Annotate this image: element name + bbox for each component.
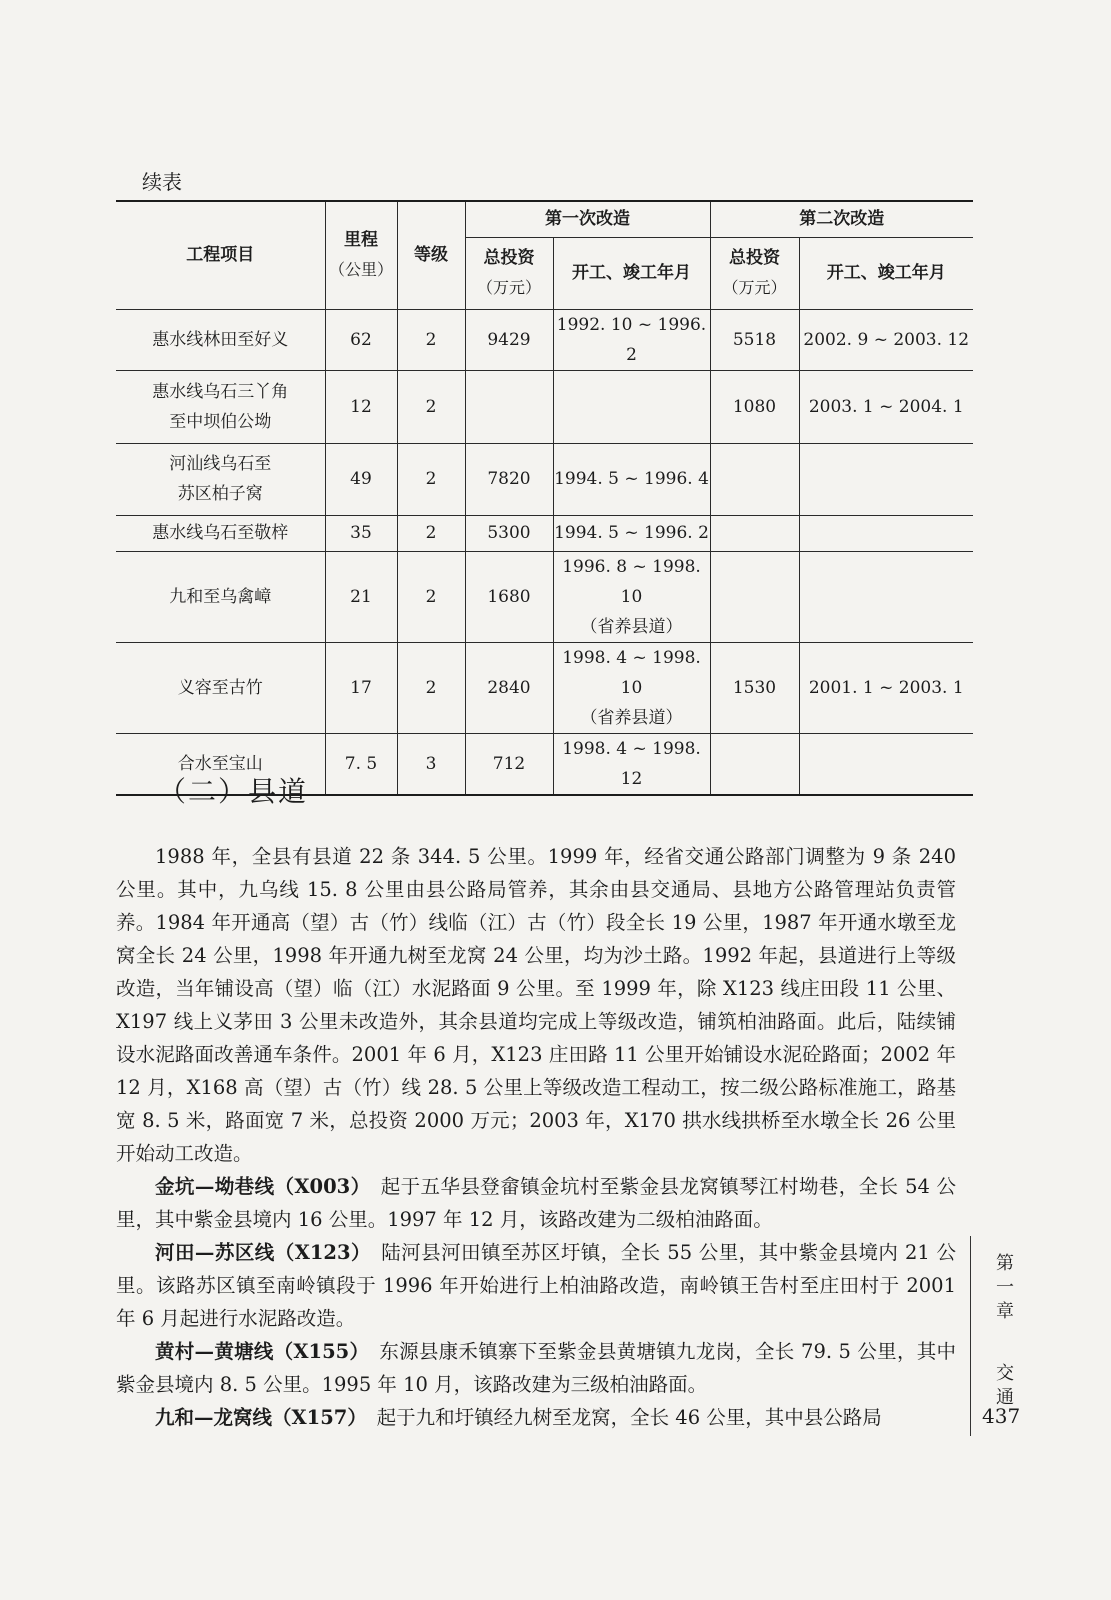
road-name: 金坑—坳巷线（X003） [155, 1175, 361, 1198]
paragraph [116, 1335, 956, 1401]
cell-grade: 2 [397, 515, 465, 551]
cell-mileage: 62 [325, 309, 397, 370]
header-mileage-label: 里程 [344, 230, 378, 251]
cell-project-line: 至中坝伯公坳 [169, 411, 272, 432]
chapter-char: 第 [996, 1253, 1014, 1274]
cell-dates-1: 1992. 10 ~ 1996. 2 [553, 309, 710, 370]
table-row [116, 642, 973, 733]
cell-project-line: 九和至乌禽嶂 [169, 586, 272, 607]
road-name: 河田—苏区线（X123） [155, 1241, 362, 1264]
cell-mileage: 35 [325, 515, 397, 551]
header-grade: 等级 [397, 201, 465, 309]
cell-invest-2: 1080 [710, 370, 799, 443]
table-row [116, 551, 973, 642]
cell-mileage: 49 [325, 443, 397, 515]
header-project: 工程项目 [116, 201, 325, 309]
cell-invest-1: 712 [465, 733, 553, 795]
cell-project-line: 苏区柏子窝 [177, 484, 263, 504]
cell-project [116, 370, 325, 443]
cell-grade: 2 [397, 642, 465, 733]
cell-mileage: 12 [325, 370, 397, 443]
header-mileage-unit: （公里） [328, 260, 393, 280]
cell-project [116, 515, 325, 551]
table-row [116, 370, 973, 443]
cell-mileage: 7. 5 [325, 733, 397, 795]
cell-project-line: 合水至宝山 [177, 753, 263, 774]
cell-grade: 3 [397, 733, 465, 795]
cell-mileage: 21 [325, 551, 397, 642]
cell-dates-2: 2003. 1 ~ 2004. 1 [799, 370, 973, 443]
cell-invest-1 [465, 370, 553, 443]
cell-project-line: 河汕线乌石至 [169, 454, 272, 474]
cell-grade: 2 [397, 551, 465, 642]
cell-dates-note: （省养县道） [580, 707, 683, 728]
cell-project [116, 309, 325, 370]
cell-mileage: 17 [325, 642, 397, 733]
cell-project-line: 惠水线乌石至敬梓 [152, 523, 289, 543]
cell-dates-2 [799, 733, 973, 795]
cell-invest-2: 1530 [710, 642, 799, 733]
header-dates-2: 开工、竣工年月 [799, 237, 973, 309]
header-dates-1: 开工、竣工年月 [553, 237, 710, 309]
continued-table-label: 续表 [142, 170, 182, 194]
cell-dates-2: 2001. 1 ~ 2003. 1 [799, 642, 973, 733]
cell-project-line: 义容至古竹 [177, 677, 263, 698]
body-text [116, 840, 956, 1434]
page-number: 437 [982, 1404, 1021, 1428]
table-row [116, 515, 973, 551]
paragraph-text: 1988 年，全县有县道 22 条 344. 5 公里。1999 年，经省交通公路部门调整为 9 条 240 公里。其中，九乌线 15. 8 公里由县公路局管养，其余由县交通局、县地方公路管理站负责管养。1984 年开通高（望）古（竹）线临（江）古（竹）段全长 19 公里，1987 年开通水墩至龙窝全长 24 公里，1998 年开通九树至龙窝 24 公里，均为沙土路。1992 年起，县道进行上等级改造，当年铺设高（望）临（江）水泥路面 9 公里。至 1999 年，除 X123 线庄田段 11 公里、X197 线上义茅田 3 公里未改造外，其余县道均完成上等级改造，铺筑柏油路面。此后，陆续铺设水泥路面改善通车条件。2001 年 6 月，X123 庄田路 11 公里开始铺设水泥砼路面；2002 年 12 月，X168 高（望）古（竹）线 28. 5 公里上等级改造工程动工，按二级公路标准施工，路基宽 8. 5 米，路面宽 7 米，总投资 2000 万元；2003 年，X170 拱水线拱桥至水墩全长 26 公里开始动工改造。 [116, 845, 956, 1165]
header-invest-2-unit: （万元） [722, 278, 787, 297]
chapter-section-char: 通 [996, 1387, 1014, 1408]
header-mileage [325, 201, 397, 309]
cell-invest-1: 2840 [465, 642, 553, 733]
header-invest-1 [465, 237, 553, 309]
cell-invest-2 [710, 443, 799, 515]
cell-project [116, 443, 325, 515]
cell-dates-2 [799, 515, 973, 551]
paragraph-text: 起于五华县登畲镇金坑村至紫金县龙窝镇琴江村坳巷，全长 54 公里，其中紫金县境内 16 公里。1997 年 12 月，该路改建为二级柏油路面。 [116, 1175, 956, 1231]
paragraph [116, 1170, 956, 1236]
header-invest-2 [710, 237, 799, 309]
header-invest-2-label: 总投资 [729, 248, 780, 268]
cell-invest-2 [710, 515, 799, 551]
cell-dates-1 [553, 551, 710, 642]
cell-dates-1 [553, 642, 710, 733]
cell-dates-1: 1994. 5 ~ 1996. 2 [553, 515, 710, 551]
cell-dates-2 [799, 551, 973, 642]
header-invest-1-label: 总投资 [483, 248, 535, 268]
road-renovation-table [116, 200, 973, 796]
cell-dates-line: 1996. 8 ~ 1998. 10 [562, 556, 701, 607]
table-row [116, 443, 973, 515]
header-first-renovation: 第一次改造 [465, 201, 710, 237]
cell-invest-1: 5300 [465, 515, 553, 551]
table-row [116, 309, 973, 370]
cell-invest-2 [710, 551, 799, 642]
cell-invest-2: 5518 [710, 309, 799, 370]
cell-invest-1: 9429 [465, 309, 553, 370]
road-name: 九和—龙窝线（X157） [155, 1406, 358, 1429]
paragraph-text: 起于九和圩镇经九树至龙窝，全长 46 公里，其中县公路局 [357, 1406, 882, 1429]
cell-invest-2 [710, 733, 799, 795]
paragraph [116, 1236, 956, 1335]
road-name: 黄村—黄塘线（X155） [155, 1340, 360, 1363]
cell-dates-note: （省养县道） [580, 616, 683, 637]
chapter-char: 一 [996, 1277, 1014, 1298]
cell-dates-line: 1998. 4 ~ 1998. 10 [562, 647, 701, 698]
cell-grade: 2 [397, 443, 465, 515]
margin-rule [970, 1236, 971, 1436]
section-title: （二）县道 [158, 775, 309, 808]
paragraph-text: 陆河县河田镇至苏区圩镇，全长 55 公里，其中紫金县境内 21 公里。该路苏区镇至南岭镇段于 1996 年开始进行上柏油路改造，南岭镇王告村至庄田村于 2001 年 6 月起进行水泥路改造。 [116, 1241, 956, 1330]
cell-project-line: 惠水线林田至好义 [152, 329, 289, 350]
cell-grade: 2 [397, 309, 465, 370]
cell-project [116, 642, 325, 733]
header-second-renovation: 第二次改造 [710, 201, 973, 237]
cell-dates-1: 1998. 4 ~ 1998. 12 [553, 733, 710, 795]
cell-grade: 2 [397, 370, 465, 443]
cell-dates-2: 2002. 9 ~ 2003. 12 [799, 309, 973, 370]
paragraph [116, 840, 956, 1170]
chapter-char: 章 [996, 1301, 1014, 1322]
chapter-tab [988, 1252, 1022, 1410]
paragraph [116, 1401, 956, 1434]
cell-dates-1: 1994. 5 ~ 1996. 4 [553, 443, 710, 515]
cell-invest-1: 1680 [465, 551, 553, 642]
cell-dates-2 [799, 443, 973, 515]
cell-project-line: 惠水线乌石三丫角 [152, 381, 289, 402]
cell-dates-1 [553, 370, 710, 443]
header-invest-1-unit: （万元） [476, 278, 541, 297]
cell-project [116, 551, 325, 642]
cell-invest-1: 7820 [465, 443, 553, 515]
paragraph-text: 东源县康禾镇寨下至紫金县黄塘镇九龙岗，全长 79. 5 公里，其中紫金县境内 8. 5 公里。1995 年 10 月，该路改建为三级柏油路面。 [116, 1340, 956, 1396]
chapter-section-char: 交 [996, 1363, 1014, 1384]
